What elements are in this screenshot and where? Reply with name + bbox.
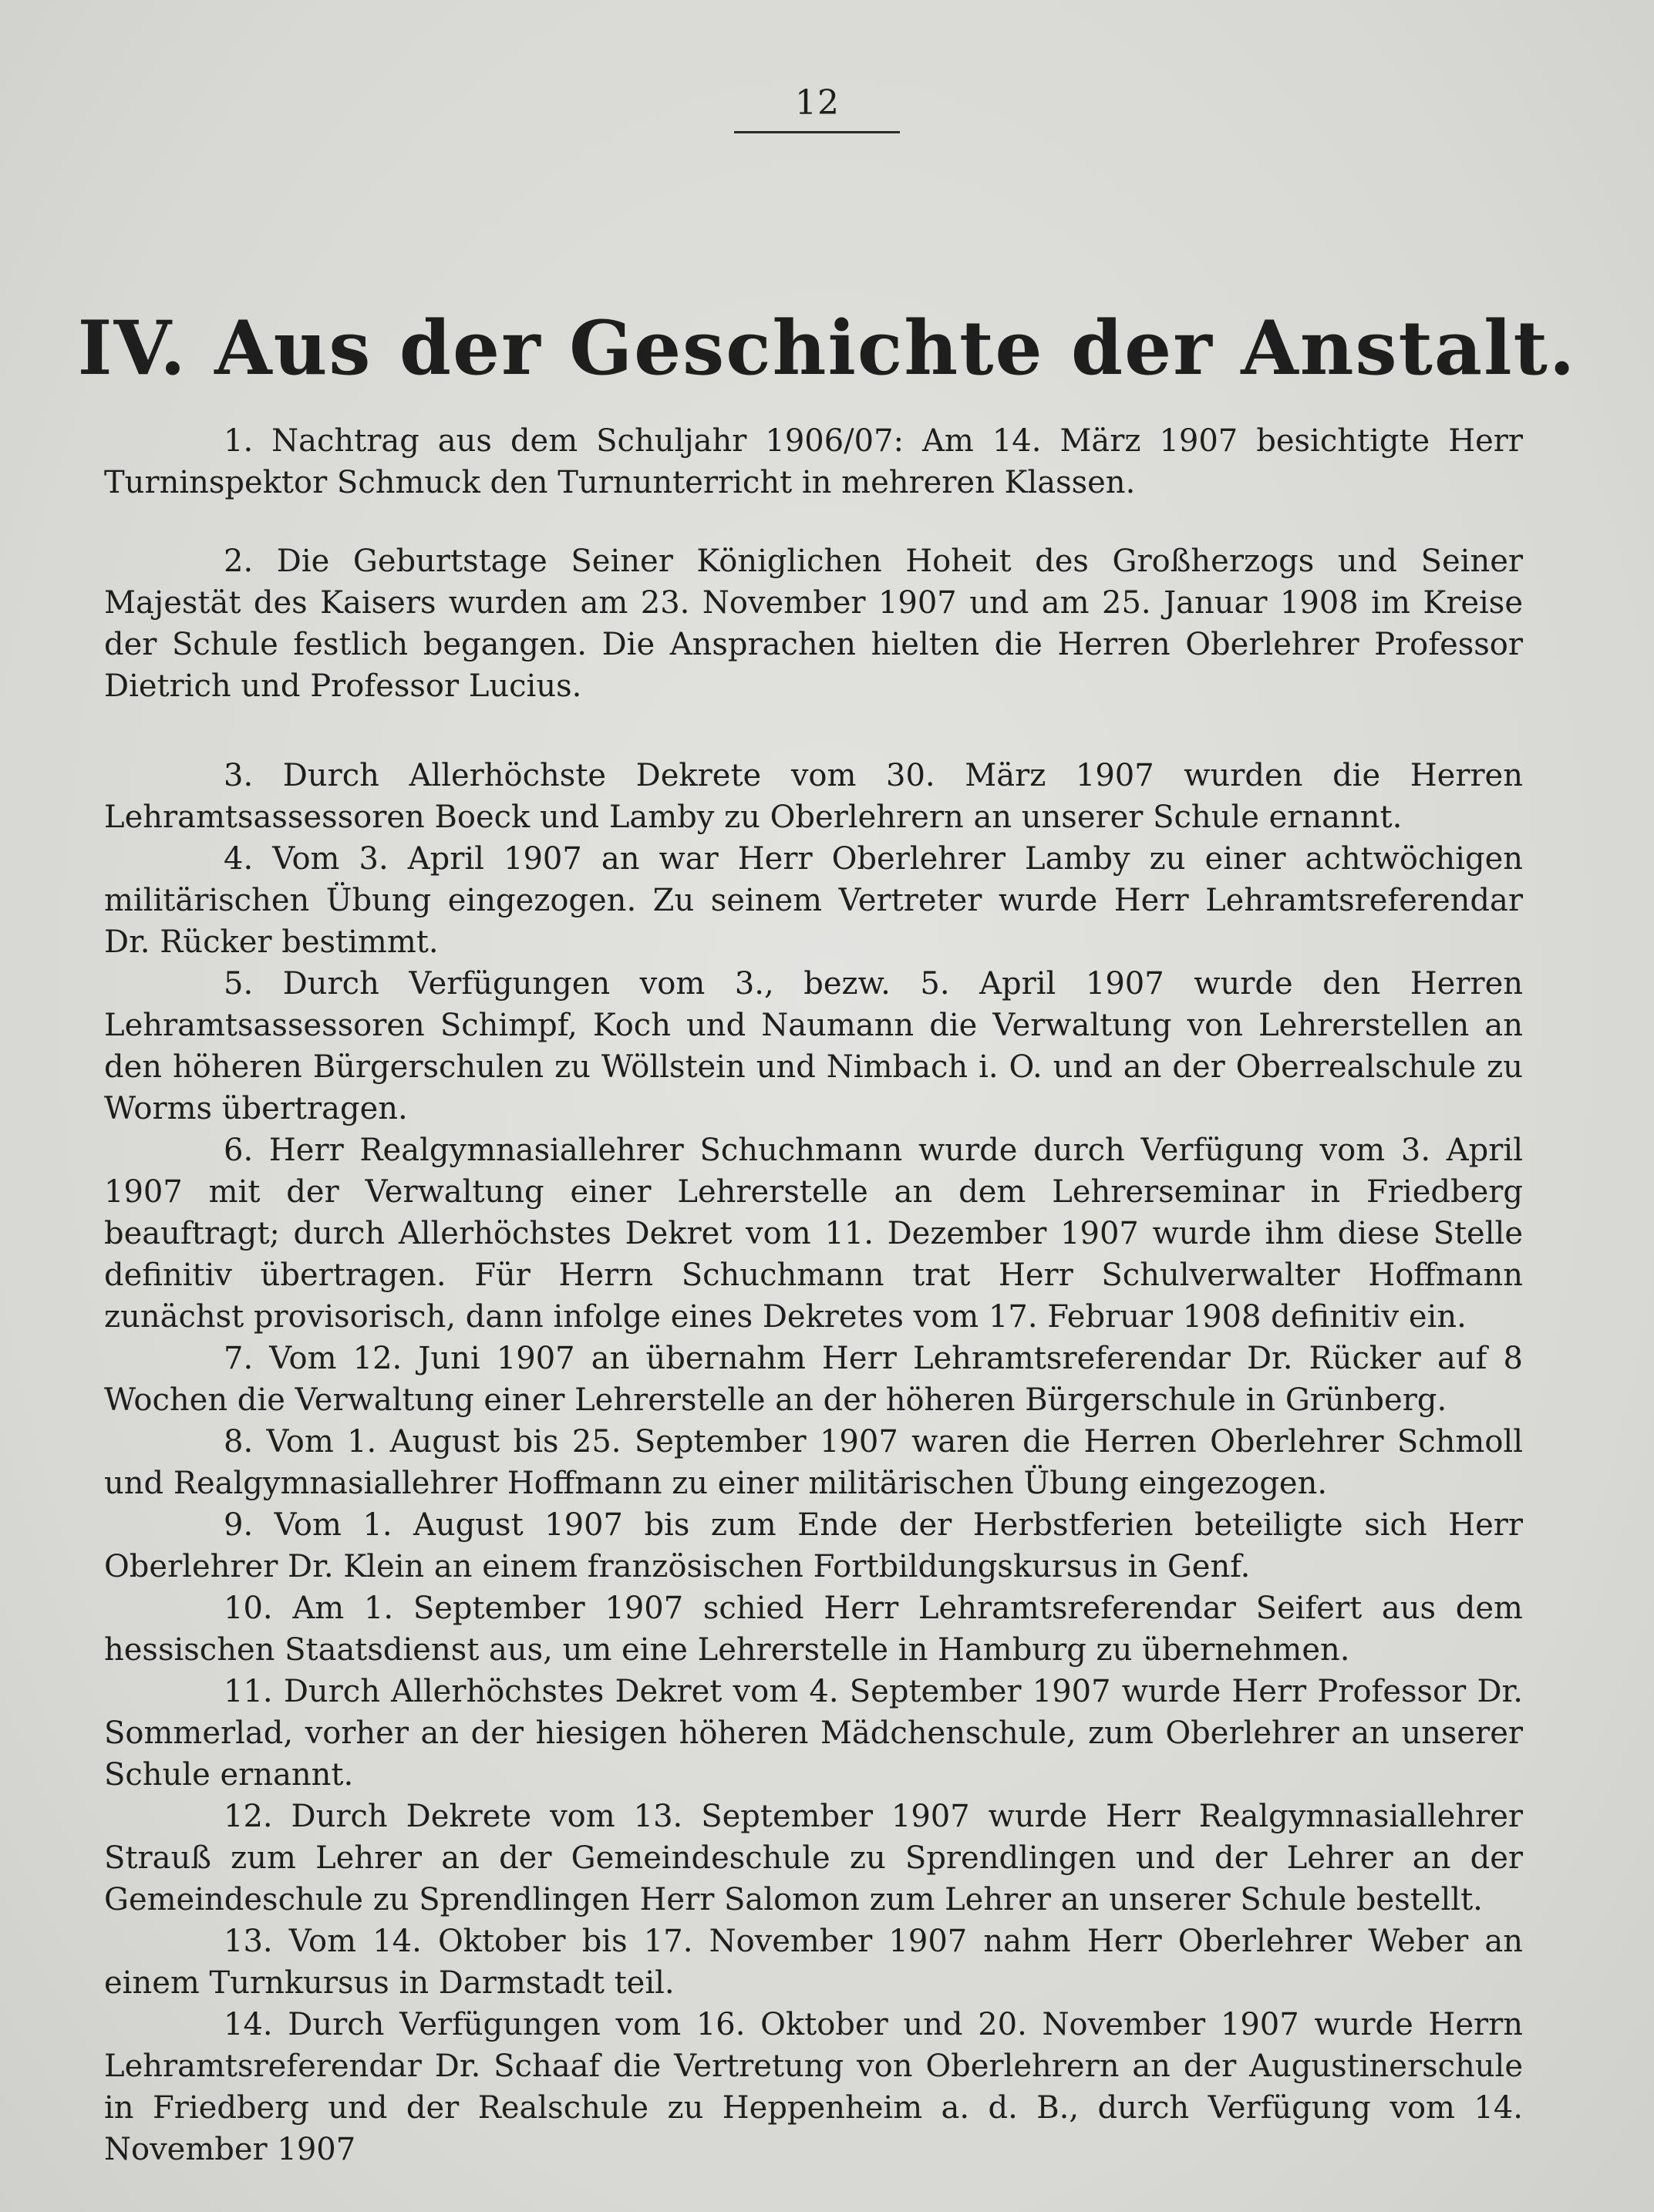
paragraph-2: 2. Die Geburtstage Seiner Königlichen Hoheit des Großherzogs und Seiner Majestät des Kaisers wurden am 23. November 1907 und am 25. Januar 1908 im Kreise der Schule festlich begangen. Die Ansprachen hielten die Herren Oberlehrer Professor Dietrich und Professor Lucius. bbox=[104, 544, 1523, 704]
body-text bbox=[104, 420, 1523, 2170]
paragraph-12: 12. Durch Dekrete vom 13. September 1907 wurde Herr Realgymnasiallehrer Strauß zum Lehrer an der Gemeindeschule zu Sprendlingen und der Lehrer an der Gemeindeschule zu Sprendlingen Herr Salomon zum Lehrer an unserer Schule bestellt. bbox=[104, 1799, 1523, 1917]
paragraph-3: 3. Durch Allerhöchste Dekrete vom 30. März 1907 wurden die Herren Lehramtsassessoren Boeck und Lamby zu Oberlehrern an unserer Schule ernannt. bbox=[104, 758, 1523, 835]
paragraph-5: 5. Durch Verfügungen vom 3., bezw. 5. April 1907 wurde den Herren Lehramtsassessoren Schimpf, Koch und Naumann die Verwaltung von Lehrerstellen an den höheren Bürgerschulen zu Wöllstein und Nimbach i. O. und an der Oberrealschule zu Worms übertragen. bbox=[104, 966, 1523, 1126]
page-number-rule bbox=[734, 131, 900, 133]
paragraph-13: 13. Vom 14. Oktober bis 17. November 1907 nahm Herr Oberlehrer Weber an einem Turnkursus in Darmstadt teil. bbox=[104, 1924, 1523, 2001]
paragraph-8: 8. Vom 1. August bis 25. September 1907 waren die Herren Oberlehrer Schmoll und Realgymnasiallehrer Hoffmann zu einer militärischen Übung eingezogen. bbox=[104, 1424, 1523, 1501]
paragraph-6: 6. Herr Realgymnasiallehrer Schuchmann wurde durch Verfügung vom 3. April 1907 mit der Verwaltung einer Lehrerstelle an dem Lehrerseminar in Friedberg beauftragt; durch Allerhöchstes Dekret vom 11. Dezember 1907 wurde ihm diese Stelle definitiv übertragen. Für Herrn Schuchmann trat Herr Schulverwalter Hoffmann zunächst provisorisch, dann infolge eines Dekretes vom 17. Februar 1908 definitiv ein. bbox=[104, 1133, 1523, 1335]
paragraph-10: 10. Am 1. September 1907 schied Herr Lehramtsreferendar Seifert aus dem hessischen Staatsdienst aus, um eine Lehrerstelle in Hamburg zu übernehmen. bbox=[104, 1591, 1523, 1668]
paragraph-1: 1. Nachtrag aus dem Schuljahr 1906/07: Am 14. März 1907 besichtigte Herr Turninspektor Schmuck den Turnunterricht in mehreren Klassen. bbox=[104, 423, 1523, 500]
paragraph-11: 11. Durch Allerhöchstes Dekret vom 4. September 1907 wurde Herr Professor Dr. Sommerlad, vorher an der hiesigen höheren Mädchenschule, zum Oberlehrer an unserer Schule ernannt. bbox=[104, 1674, 1523, 1793]
paragraph-14: 14. Durch Verfügungen vom 16. Oktober und 20. November 1907 wurde Herrn Lehramtsreferendar Dr. Schaaf die Vertretung von Oberlehrern an der Augustinerschule in Friedberg und der Realschule zu Heppenheim a. d. B., durch Verfügung vom 14. November 1907 bbox=[104, 2007, 1523, 2167]
paragraph-9: 9. Vom 1. August 1907 bis zum Ende der Herbstferien beteiligte sich Herr Oberlehrer Dr. Klein an einem französischen Fortbildungskursus in Genf. bbox=[104, 1507, 1523, 1584]
paragraph-7: 7. Vom 12. Juni 1907 an übernahm Herr Lehramtsreferendar Dr. Rücker auf 8 Wochen die Verwaltung einer Lehrerstelle an der höheren Bürgerschule in Grünberg. bbox=[104, 1341, 1523, 1418]
section-heading: IV. Aus der Geschichte der Anstalt. bbox=[77, 305, 1577, 392]
paragraph-4: 4. Vom 3. April 1907 an war Herr Oberlehrer Lamby zu einer achtwöchigen militärischen Übung eingezogen. Zu seinem Vertreter wurde Herr Lehramtsreferendar Dr. Rücker bestimmt. bbox=[104, 841, 1523, 960]
page-number: 12 bbox=[795, 83, 840, 123]
